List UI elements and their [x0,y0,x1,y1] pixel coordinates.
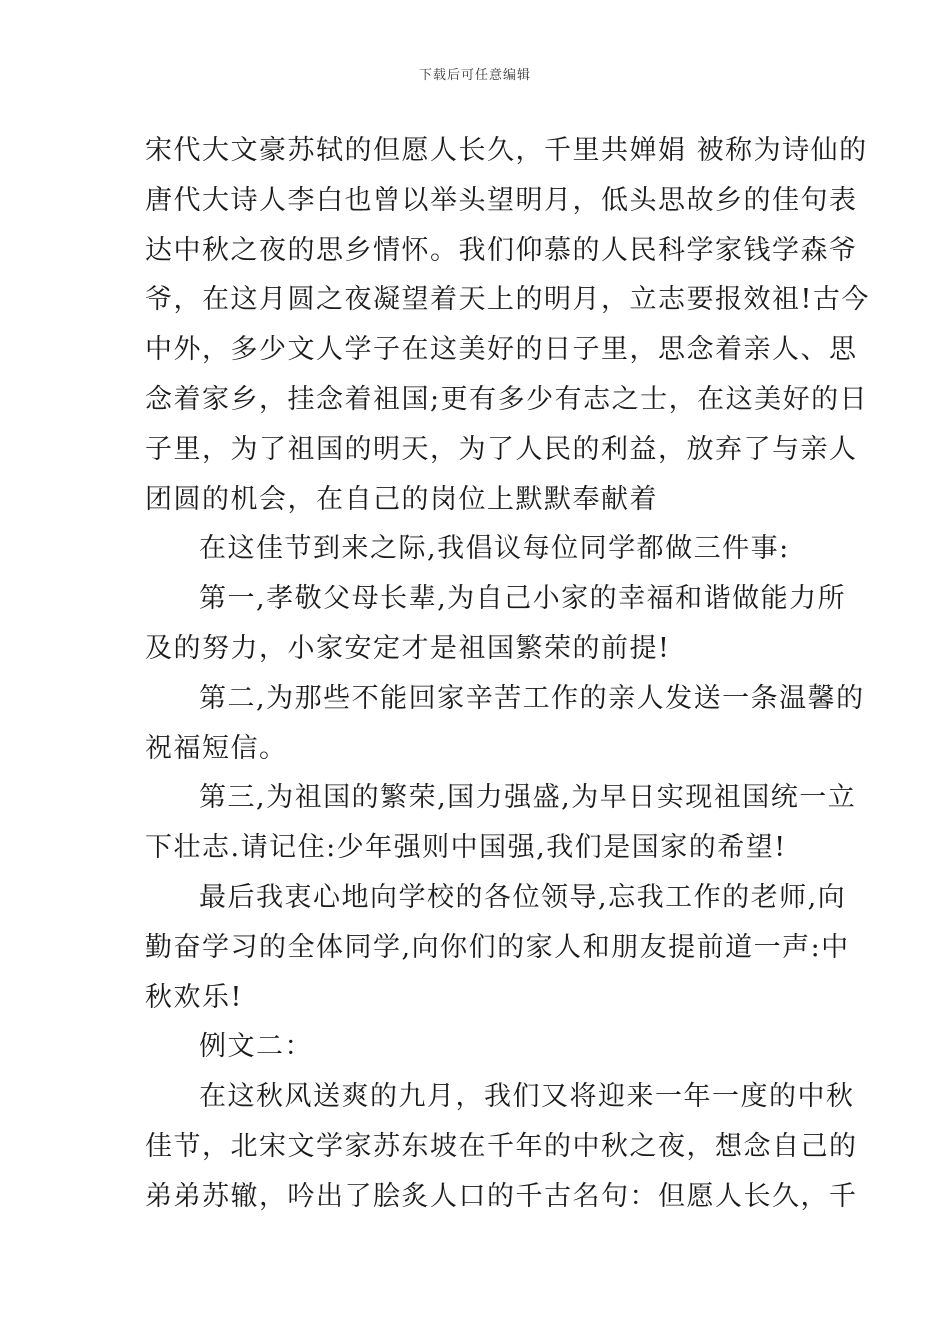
section-heading-example-two [145,1022,809,1072]
text-line: 在这秋风送爽的九月，我们又将迎来一年一度的中秋 [199,1081,855,1113]
text-line: 中外，多少文人学子在这美好的日子里，思念着亲人、思 [145,334,858,366]
text-line: 团圆的机会，在自己的岗位上默默奉献着 [145,483,658,515]
text-line: 达中秋之夜的思乡情怀。我们仰慕的人民科学家钱学森爷 [145,234,858,266]
text-line: 下壮志.请记住:少年强则中国强,我们是国家的希望! [145,832,787,864]
text-line: 唐代大诗人李白也曾以举头望明月，低头思故乡的佳句表 [145,184,858,216]
text-line: 及的努力，小家安定才是祖国繁荣的前提! [145,632,671,664]
paragraph-first [145,574,847,674]
text-line: 例文二： [199,1031,313,1063]
page-header: 下载后可任意编辑 [418,68,531,83]
text-line: 宋代大文豪苏轼的但愿人长久，千里共婵娟 被称为诗仙的 [145,135,868,166]
paragraph-second [145,674,865,774]
paragraph-proposal [145,524,809,574]
text-line: 第三,为祖国的繁荣,国力强盛,为早日实现祖国统一立 [199,782,857,814]
paragraph-intro [145,126,870,524]
paragraph-third [145,773,857,873]
text-line: 勤奋学习的全体同学,向你们的家人和朋友提前道一声:中 [145,931,850,963]
paragraph-example-two [145,1072,858,1221]
text-line: 最后我衷心地向学校的各位领导,忘我工作的老师,向 [199,881,847,913]
document-body [145,126,870,1222]
text-line: 第一,孝敬父母长辈,为自己小家的幸福和谐做能力所 [199,583,847,615]
text-line: 念着家乡，挂念着祖国;更有多少有志之士，在这美好的日 [145,383,869,415]
text-line: 子里，为了祖国的明天，为了人民的利益，放弃了与亲人 [145,433,858,465]
text-line: 弟弟苏辙，吟出了脍炙人口的千古名句：但愿人长久，千 [145,1180,858,1212]
text-line: 爷，在这月圆之夜凝望着天上的明月，立志要报效祖!古今 [145,284,870,316]
text-line: 佳节，北宋文学家苏东坡在千年的中秋之夜，想念自己的 [145,1130,858,1162]
text-line: 在这佳节到来之际,我倡议每位同学都做三件事: [199,533,790,565]
text-line: 祝福短信。 [145,732,288,764]
paragraph-closing [145,873,850,1022]
text-line: 第二,为那些不能回家辛苦工作的亲人发送一条温馨的 [199,682,865,714]
text-line: 秋欢乐! [145,981,243,1013]
